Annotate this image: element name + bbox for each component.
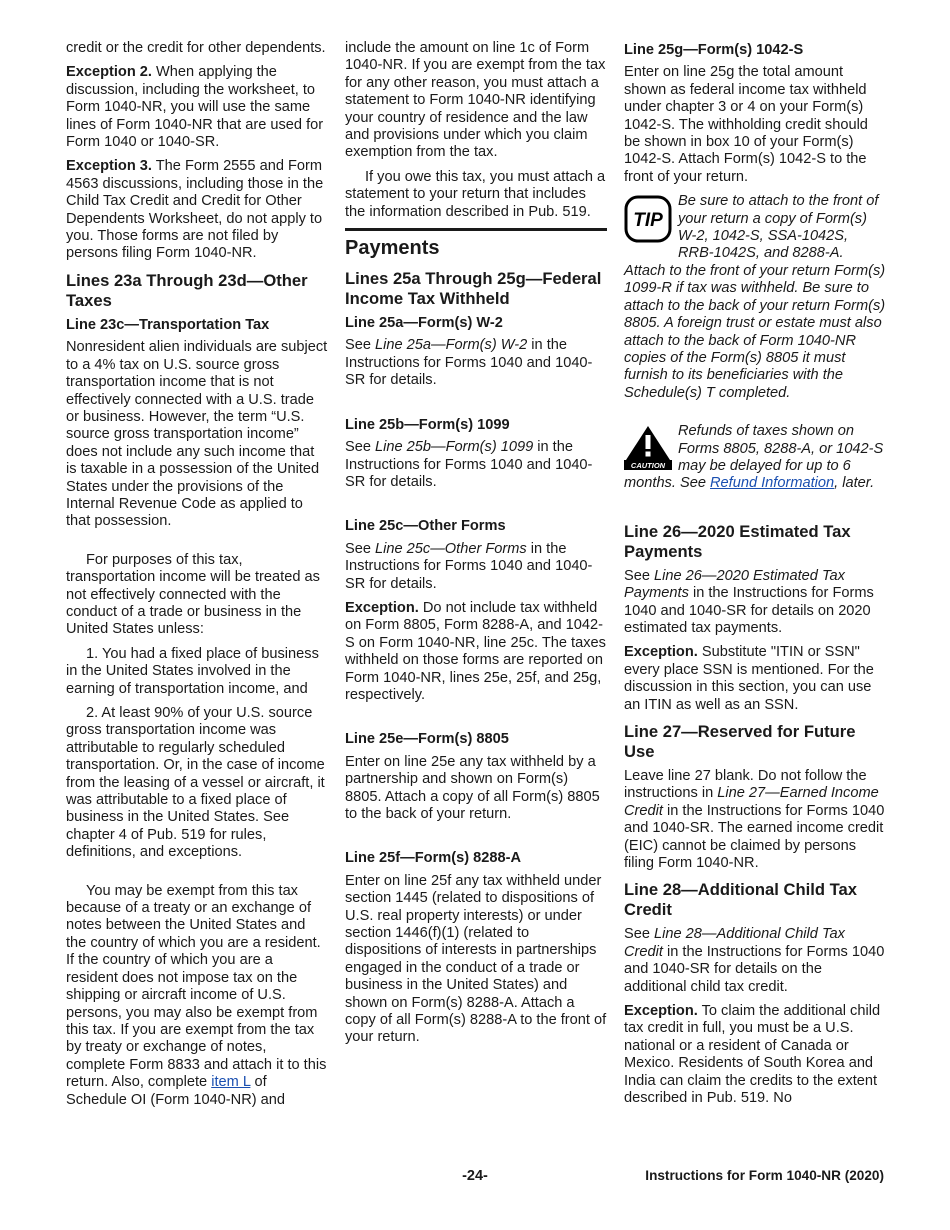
caution-icon-label: CAUTION [630,461,666,471]
line-28-paragraph [624,926,886,996]
heading-line-25g: Line 25g—Form(s) 1042-S [624,42,804,58]
heading-lines-25a-25g: Lines 25a Through 25g—Federal Income Tax Withheld [345,269,602,309]
line-25e-paragraph: Enter on line 25e any tax withheld by a partnership and shown on Form(s) 8805. Attach a copy of all Form(s) 8805 to the back of your return. [345,753,600,822]
line-28-reference: Line 28—Additional Child Tax Credit [624,926,845,960]
exempt-paragraph [66,883,328,1109]
heading-line-25b: Line 25b—Form(s) 1099 [345,416,510,433]
line-26-exception-paragraph [624,644,886,714]
text: in the Instructions for Forms 1040 and 1040-SR for details on the additional child tax credit. [624,943,885,995]
exception-label: Exception. [345,599,419,616]
heading-line-28: Line 28—Additional Child Tax Credit [624,880,857,920]
line-25c-paragraph [345,541,607,593]
exception-2-paragraph [66,64,328,151]
text: in the Instructions for Forms 1040 and 1040-SR for details. [345,439,593,490]
column-3 [624,40,886,1115]
text: See [624,567,655,584]
line-27-paragraph [624,768,886,872]
line-26-paragraph [624,568,886,638]
heading-line-26: Line 26—2020 Estimated Tax Payments [624,521,851,561]
line-25g-paragraph: Enter on line 25g the total amount shown as federal income tax withheld under chapter 3 or 4 on your Form(s) 1042-S. The withholding credit should be shown in box 10 of your Form(s) 1042-S. Attach Form(s) 1042-S to the front of your return. [624,64,868,185]
heading-line-27: Line 27—Reserved for Future Use [624,722,856,761]
purposes-paragraph: For purposes of this tax, transportation income will be treated as not effectively connected with the conduct of a trade or business in the United States unless: [66,551,320,638]
line-25b-paragraph [345,439,607,491]
exception-text: Substitute "ITIN or SSN" every place SSN is mentioned. For the discussion in this section, you can use an ITIN as well as an SSN. [624,644,874,713]
text: in the Instructions for Forms 1040 and 1040-SR. The earned income credit (EIC) cannot be claimed by persons filing Form 1040-NR. [624,802,885,872]
caution-text-end: , later. [834,475,875,492]
line-25b-reference: Line 25b—Form(s) 1099 [375,439,534,456]
line-25a-paragraph [345,337,607,389]
paragraph-continued: include the amount on line 1c of Form 1040-NR. If you are exempt from the tax for any other reason, you must attach a statement to Form 1040-NR identifying your country of residence and the law and provisions under which you claim exemption from the tax. [345,40,606,161]
text: See [345,337,376,354]
line-26-reference: Line 26—2020 Estimated Tax Payments [624,567,845,602]
text: See [345,439,376,456]
heading-lines-23a-23d: Lines 23a Through 23d—Other Taxes [66,270,308,310]
tip-note [624,193,886,402]
text: in the Instructions for Forms 1040 and 1040-SR for details. [345,337,593,389]
text: Leave line 27 blank. Do not follow the instructions in [624,768,867,802]
document-title: Instructions for Form 1040-NR (2020) [645,1168,884,1183]
heading-line-23c: Line 23c—Transportation Tax [66,316,270,333]
heading-line-25a: Line 25a—Form(s) W-2 [345,315,503,332]
paragraph-continued: credit or the credit for other dependents. [66,40,326,56]
exception-2-text: When applying the discussion, including the worksheet, to Form 1040-NR, you will use the same lines of Form 1040-NR that are used for Form 1040 or 1040-SR. [66,64,324,151]
column-2 [345,40,607,1054]
tip-icon-label: TIP [633,210,663,232]
line-28-exception-paragraph [624,1003,886,1107]
exception-label: Exception. [624,644,698,661]
nonresident-paragraph: Nonresident alien individuals are subject to a 4% tax on U.S. source gross transportation income that is not effectively connected with a U.S. trade or business. However, the term “U.S. source gross transportation income” does not include any such income that is taxable in a possession of the United States under the provisions of the Internal Revenue Code as applied to that possession. [66,339,328,530]
exception-paragraph [345,600,607,704]
section-payments-title: Payments [345,228,607,261]
refund-information-link[interactable]: Refund Information [710,475,835,492]
line-25a-reference: Line 25a—Form(s) W-2 [375,337,528,354]
text: in the Instructions for Forms 1040 and 1040-SR for details on 2020 estimated tax payments. [624,585,874,636]
tip-text: Be sure to attach to the front of your return a copy of Form(s) W-2, 1042-S, SSA-1042S, RRB-1042S, and 8288-A. Attach to the front of your return Form(s) 1099-R if tax was withheld. Be sure to attach to the back of your return Form(s) 8805. A foreign trust or estate must also attach to the back of Form 1040-NR copies of the Form(s) 8805 it must furnish to its beneficiaries with the Schedule(s) T completed. [624,193,886,401]
line-25f-paragraph: Enter on line 25f any tax withheld under section 1445 (related to dispositions of U.S. real property interests) or under section 1446(f)(1) (related to dispositions of interests in partnerships engaged in the conduct of a trade or business in the United States) and shown on Form(s) 8288-A. Attach a copy of all Form(s) 8288-A to the front of your return. [345,872,607,1046]
caution-note [624,423,886,493]
exception-text: To claim the additional child tax credit in full, you must be a U.S. national or a resident of Canada or Mexico. Residents of South Korea and India can claim the credits to the extent described in Pub. 519. No [624,1003,881,1107]
owe-tax-paragraph: If you owe this tax, you must attach a statement to your return that includes the information described in Pub. 519. [345,168,606,220]
text: See [345,540,376,557]
exception-3-label: Exception 3. [66,158,152,175]
line-27-reference: Line 27—Earned Income Credit [624,785,879,819]
exception-label: Exception. [624,1003,698,1020]
column-1 [66,40,328,1116]
item-l-link[interactable]: item L [211,1074,251,1091]
caution-text-start: Refunds of taxes shown on Forms 8805, 8288-A, or 1042-S may be delayed for up to 6 months. See [624,423,884,492]
text: in the Instructions for Forms 1040 and 1040-SR for details. [345,540,593,592]
exempt-text-start: You may be exempt from this tax because of a treaty or an exchange of notes between the United States and the country of which you are a resident. If the country of which you are a resident does not impose tax on the shipping or aircraft income of U.S. persons, you may also be exempt from this tax. If you are exempt from the tax by treaty or exchange of notes, complete Form 8833 and attach it to this return. Also, complete [66,882,327,1091]
tip-icon [624,194,672,244]
heading-line-25c: Line 25c—Other Forms [345,518,506,535]
caution-icon [624,424,672,470]
text: See [624,926,655,943]
list-item-1: 1. You had a fixed place of business in the United States involved in the earning of transportation income, and [66,645,319,697]
page-number: -24- [462,1168,488,1184]
exempt-text-end: of Schedule OI (Form 1040-NR) and [66,1074,285,1108]
exception-text: Do not include tax withheld on Form 8805, Form 8288-A, and 1042-S on Form 1040-NR, line 25c. The taxes withheld on those forms are reported on Form 1040-NR, lines 25e, 25f, and 25g, respectively. [345,599,606,703]
list-item-2: 2. At least 90% of your U.S. source gross transportation income was attributable to regularly scheduled transportation. Or, in the case of income from the leasing of a vessel or aircraft, it was attributable to a fixed place of business in the United States. See chapter 4 of Pub. 519 for rules, definitions, and exceptions. [66,705,325,861]
exception-3-text: The Form 2555 and Form 4563 discussions, including those in the Child Tax Credit and Credit for Other Dependents Worksheet, do not apply to you. Those forms are not filed by persons filing Form 1040-NR. [66,158,324,262]
line-25c-reference: Line 25c—Other Forms [375,540,527,557]
heading-line-25f: Line 25f—Form(s) 8288-A [345,850,521,867]
exception-2-label: Exception 2. [66,64,152,81]
heading-line-25e: Line 25e—Form(s) 8805 [345,731,509,748]
exception-3-paragraph [66,158,328,262]
